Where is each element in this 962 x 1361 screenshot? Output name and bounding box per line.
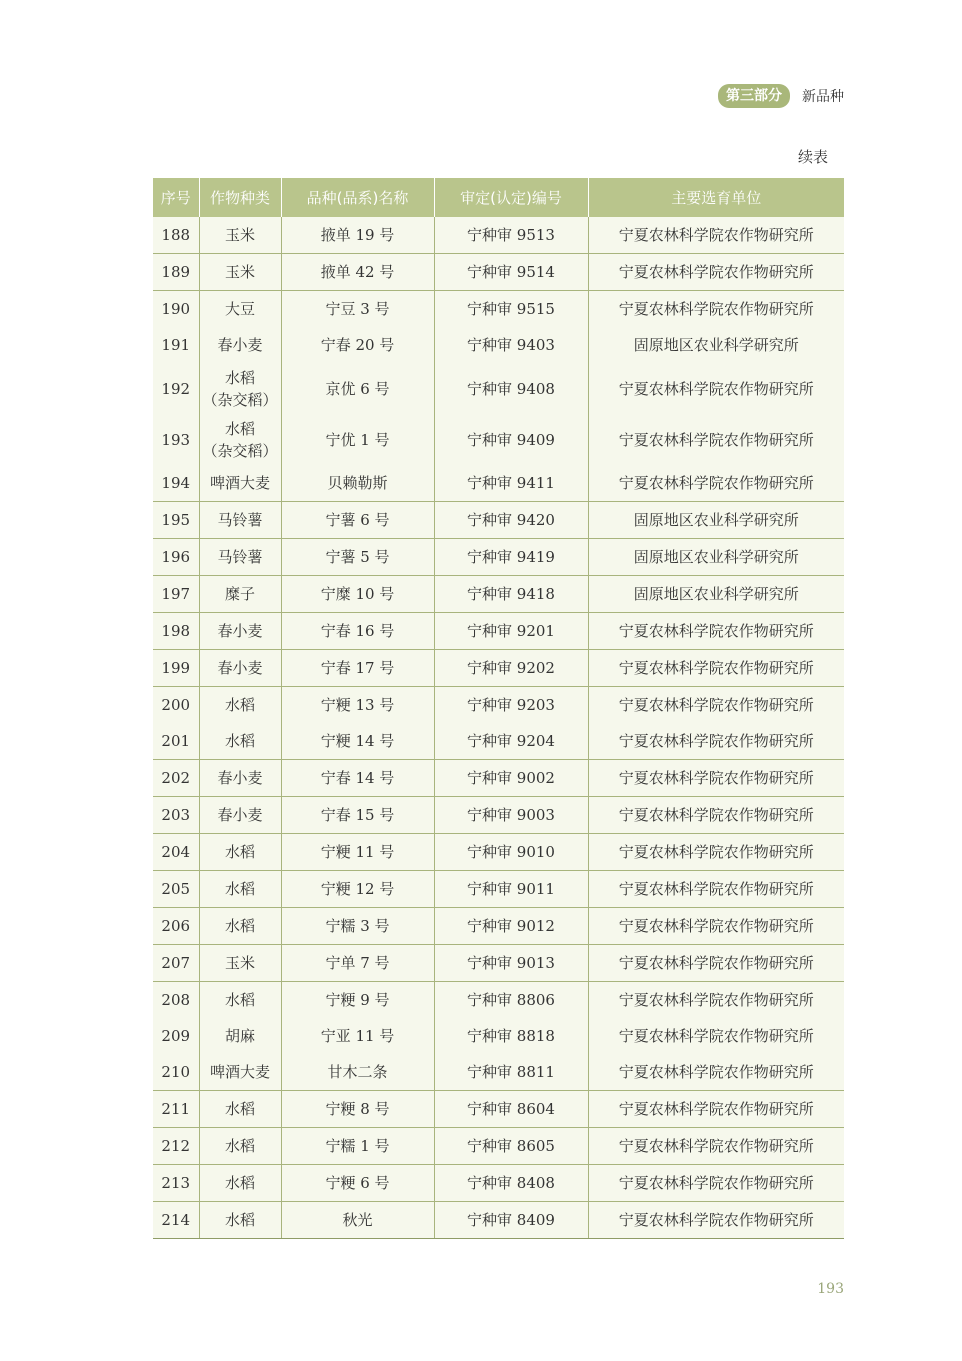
cell-no: 196 — [153, 539, 199, 576]
cell-no: 202 — [153, 760, 199, 797]
cell-unit: 宁夏农林科学院农作物研究所 — [588, 797, 844, 834]
cell-no: 210 — [153, 1054, 199, 1091]
cell-no: 200 — [153, 687, 199, 724]
cell-unit: 宁夏农林科学院农作物研究所 — [588, 217, 844, 254]
cell-crop: 大豆 — [199, 291, 281, 328]
cell-code: 宁种审 9201 — [434, 613, 588, 650]
cell-variety: 宁糯 3 号 — [281, 908, 434, 945]
cell-code: 宁种审 9419 — [434, 539, 588, 576]
cell-code: 宁种审 8409 — [434, 1202, 588, 1239]
cell-unit: 宁夏农林科学院农作物研究所 — [588, 834, 844, 871]
cell-variety: 宁单 7 号 — [281, 945, 434, 982]
cell-variety: 宁春 17 号 — [281, 650, 434, 687]
cell-unit: 宁夏农林科学院农作物研究所 — [588, 1165, 844, 1202]
cell-unit: 宁夏农林科学院农作物研究所 — [588, 1091, 844, 1128]
cell-code: 宁种审 9409 — [434, 414, 588, 465]
cell-code: 宁种审 9514 — [434, 254, 588, 291]
cell-unit: 宁夏农林科学院农作物研究所 — [588, 687, 844, 724]
cell-no: 208 — [153, 982, 199, 1019]
table-row — [153, 254, 844, 291]
table-row — [153, 291, 844, 328]
cell-variety: 掖单 42 号 — [281, 254, 434, 291]
cell-unit: 宁夏农林科学院农作物研究所 — [588, 723, 844, 760]
table-row — [153, 1091, 844, 1128]
cell-variety: 宁春 16 号 — [281, 613, 434, 650]
cell-code: 宁种审 8818 — [434, 1018, 588, 1054]
cell-no: 199 — [153, 650, 199, 687]
running-header — [718, 84, 844, 108]
cell-crop: 玉米 — [199, 217, 281, 254]
cell-code: 宁种审 9408 — [434, 363, 588, 414]
cell-crop: 水稻 — [199, 723, 281, 760]
cell-crop: 玉米 — [199, 945, 281, 982]
cell-crop: 水稻 — [199, 1165, 281, 1202]
cell-crop: 水稻 — [199, 687, 281, 724]
cell-no: 198 — [153, 613, 199, 650]
part-title: 新品种 — [802, 89, 844, 105]
cell-variety: 宁亚 11 号 — [281, 1018, 434, 1054]
cell-crop: 马铃薯 — [199, 539, 281, 576]
cell-variety: 秋光 — [281, 1202, 434, 1239]
cell-variety: 贝赖勒斯 — [281, 465, 434, 502]
cell-crop: 水稻 — [199, 982, 281, 1019]
cell-code: 宁种审 8811 — [434, 1054, 588, 1091]
table-row — [153, 1165, 844, 1202]
cell-variety: 宁粳 14 号 — [281, 723, 434, 760]
table-row — [153, 760, 844, 797]
cell-code: 宁种审 9202 — [434, 650, 588, 687]
cell-unit: 宁夏农林科学院农作物研究所 — [588, 982, 844, 1019]
table-row — [153, 539, 844, 576]
cell-crop: 水稻 （杂交稻） — [199, 363, 281, 414]
cell-code: 宁种审 9003 — [434, 797, 588, 834]
table-row — [153, 908, 844, 945]
cell-unit: 固原地区农业科学研究所 — [588, 539, 844, 576]
cell-crop: 水稻 — [199, 1091, 281, 1128]
cell-code: 宁种审 9403 — [434, 327, 588, 363]
cell-variety: 京优 6 号 — [281, 363, 434, 414]
cell-crop: 水稻 — [199, 871, 281, 908]
cell-variety: 宁春 15 号 — [281, 797, 434, 834]
cell-unit: 宁夏农林科学院农作物研究所 — [588, 254, 844, 291]
table-row — [153, 797, 844, 834]
cell-code: 宁种审 9011 — [434, 871, 588, 908]
table-row — [153, 871, 844, 908]
table-row — [153, 982, 844, 1019]
table-row — [153, 650, 844, 687]
cell-no: 214 — [153, 1202, 199, 1239]
table-row — [153, 1054, 844, 1091]
table-row — [153, 363, 844, 414]
column-header-variety: 品种(品系)名称 — [281, 178, 434, 217]
column-header-no: 序号 — [153, 178, 199, 217]
cell-variety: 宁粳 9 号 — [281, 982, 434, 1019]
table-row — [153, 414, 844, 465]
table-row — [153, 1202, 844, 1239]
table-row — [153, 502, 844, 539]
cell-variety: 宁粳 11 号 — [281, 834, 434, 871]
cell-crop: 马铃薯 — [199, 502, 281, 539]
cell-no: 190 — [153, 291, 199, 328]
part-badge: 第三部分 — [718, 84, 790, 108]
cell-no: 201 — [153, 723, 199, 760]
cell-variety: 宁优 1 号 — [281, 414, 434, 465]
cell-crop: 啤酒大麦 — [199, 1054, 281, 1091]
cell-no: 197 — [153, 576, 199, 613]
cell-unit: 固原地区农业科学研究所 — [588, 502, 844, 539]
table-body — [153, 217, 844, 1239]
cell-code: 宁种审 9012 — [434, 908, 588, 945]
cell-unit: 宁夏农林科学院农作物研究所 — [588, 908, 844, 945]
cell-no: 194 — [153, 465, 199, 502]
table-row — [153, 945, 844, 982]
column-header-unit: 主要选育单位 — [588, 178, 844, 217]
cell-crop: 胡麻 — [199, 1018, 281, 1054]
cell-unit: 宁夏农林科学院农作物研究所 — [588, 760, 844, 797]
cell-crop: 春小麦 — [199, 613, 281, 650]
cell-crop: 春小麦 — [199, 327, 281, 363]
cell-crop: 水稻 （杂交稻） — [199, 414, 281, 465]
cell-crop: 水稻 — [199, 908, 281, 945]
cell-crop: 春小麦 — [199, 650, 281, 687]
cell-crop: 糜子 — [199, 576, 281, 613]
cell-variety: 宁粳 13 号 — [281, 687, 434, 724]
cell-unit: 宁夏农林科学院农作物研究所 — [588, 945, 844, 982]
cell-unit: 宁夏农林科学院农作物研究所 — [588, 1018, 844, 1054]
cell-code: 宁种审 9418 — [434, 576, 588, 613]
cell-no: 205 — [153, 871, 199, 908]
cell-no: 207 — [153, 945, 199, 982]
table-row — [153, 687, 844, 724]
cell-variety: 宁春 14 号 — [281, 760, 434, 797]
cell-code: 宁种审 9513 — [434, 217, 588, 254]
cell-no: 211 — [153, 1091, 199, 1128]
table-header-row — [153, 178, 844, 217]
cell-unit: 固原地区农业科学研究所 — [588, 327, 844, 363]
cell-unit: 宁夏农林科学院农作物研究所 — [588, 1128, 844, 1165]
cell-code: 宁种审 9203 — [434, 687, 588, 724]
cell-code: 宁种审 9515 — [434, 291, 588, 328]
cell-unit: 宁夏农林科学院农作物研究所 — [588, 1054, 844, 1091]
cell-unit: 固原地区农业科学研究所 — [588, 576, 844, 613]
cell-no: 212 — [153, 1128, 199, 1165]
continued-label: 续表 — [797, 148, 828, 166]
page-number: 193 — [817, 1281, 844, 1297]
cell-no: 206 — [153, 908, 199, 945]
cell-no: 189 — [153, 254, 199, 291]
cell-no: 192 — [153, 363, 199, 414]
cell-unit: 宁夏农林科学院农作物研究所 — [588, 465, 844, 502]
cell-variety: 宁薯 6 号 — [281, 502, 434, 539]
cell-no: 188 — [153, 217, 199, 254]
cell-variety: 宁豆 3 号 — [281, 291, 434, 328]
cell-code: 宁种审 9013 — [434, 945, 588, 982]
cell-no: 203 — [153, 797, 199, 834]
cell-crop: 玉米 — [199, 254, 281, 291]
cell-crop: 春小麦 — [199, 797, 281, 834]
cell-no: 204 — [153, 834, 199, 871]
cell-unit: 宁夏农林科学院农作物研究所 — [588, 363, 844, 414]
cell-code: 宁种审 9411 — [434, 465, 588, 502]
cell-no: 191 — [153, 327, 199, 363]
cell-unit: 宁夏农林科学院农作物研究所 — [588, 650, 844, 687]
table-row — [153, 217, 844, 254]
cell-no: 209 — [153, 1018, 199, 1054]
table-row — [153, 1018, 844, 1054]
cell-no: 213 — [153, 1165, 199, 1202]
cell-crop: 水稻 — [199, 1128, 281, 1165]
cell-code: 宁种审 9002 — [434, 760, 588, 797]
cell-code: 宁种审 9204 — [434, 723, 588, 760]
cell-crop: 水稻 — [199, 834, 281, 871]
cell-variety: 宁粳 8 号 — [281, 1091, 434, 1128]
table-row — [153, 723, 844, 760]
cell-variety: 掖单 19 号 — [281, 217, 434, 254]
cell-unit: 宁夏农林科学院农作物研究所 — [588, 613, 844, 650]
cell-unit: 宁夏农林科学院农作物研究所 — [588, 414, 844, 465]
cell-code: 宁种审 9420 — [434, 502, 588, 539]
cell-variety: 宁糯 1 号 — [281, 1128, 434, 1165]
cell-crop: 水稻 — [199, 1202, 281, 1239]
cell-code: 宁种审 9010 — [434, 834, 588, 871]
cell-unit: 宁夏农林科学院农作物研究所 — [588, 291, 844, 328]
cell-crop: 啤酒大麦 — [199, 465, 281, 502]
table-row — [153, 834, 844, 871]
table-row — [153, 327, 844, 363]
cell-code: 宁种审 8806 — [434, 982, 588, 1019]
variety-table — [153, 178, 844, 1239]
cell-variety: 宁薯 5 号 — [281, 539, 434, 576]
table-row — [153, 1128, 844, 1165]
cell-code: 宁种审 8605 — [434, 1128, 588, 1165]
cell-variety: 宁粳 12 号 — [281, 871, 434, 908]
cell-variety: 甘木二条 — [281, 1054, 434, 1091]
cell-variety: 宁糜 10 号 — [281, 576, 434, 613]
cell-code: 宁种审 8604 — [434, 1091, 588, 1128]
cell-variety: 宁粳 6 号 — [281, 1165, 434, 1202]
cell-crop: 春小麦 — [199, 760, 281, 797]
cell-code: 宁种审 8408 — [434, 1165, 588, 1202]
table-row — [153, 465, 844, 502]
cell-unit: 宁夏农林科学院农作物研究所 — [588, 1202, 844, 1239]
column-header-code: 审定(认定)编号 — [434, 178, 588, 217]
cell-variety: 宁春 20 号 — [281, 327, 434, 363]
table-row — [153, 613, 844, 650]
cell-unit: 宁夏农林科学院农作物研究所 — [588, 871, 844, 908]
cell-no: 193 — [153, 414, 199, 465]
cell-no: 195 — [153, 502, 199, 539]
column-header-crop: 作物种类 — [199, 178, 281, 217]
table-row — [153, 576, 844, 613]
